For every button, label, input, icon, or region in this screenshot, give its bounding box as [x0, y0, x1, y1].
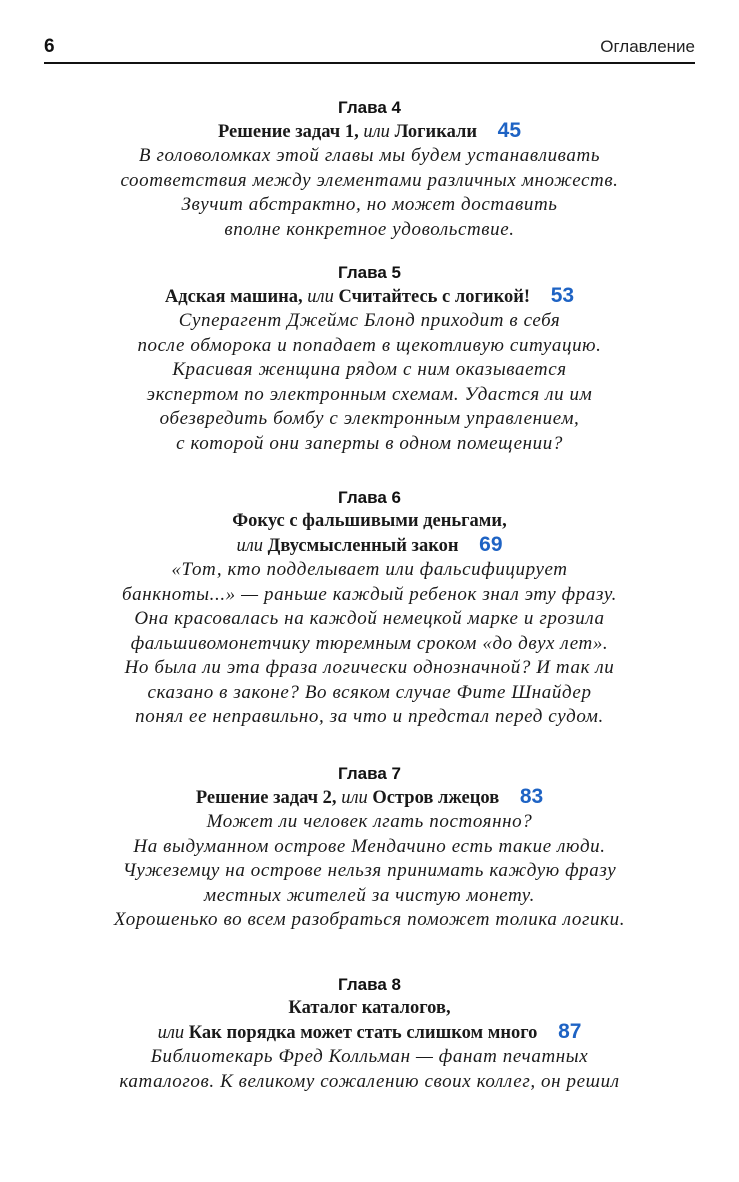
description-line: каталогов. К великому сожалению своих коллег, он решил: [119, 1070, 620, 1092]
description-line: Может ли человек лгать постоянно?: [206, 811, 533, 832]
title-or: или: [157, 1023, 185, 1043]
description-line: с которой они заперты в одном помещении?: [176, 432, 563, 454]
description-line: понял ее неправильно, за что и предстал перед судом.: [135, 706, 604, 727]
title-or: или: [307, 287, 334, 307]
description-line: «Тот, кто подделывает или фальсифицирует: [171, 559, 568, 580]
chapter-description: [30, 810, 709, 933]
chapter-description: [30, 558, 709, 730]
page-header: [44, 36, 695, 64]
chapter-label: Глава 7: [338, 764, 401, 783]
title-part: Считайтесь с логикой!: [338, 287, 531, 307]
chapter-4-entry: [30, 96, 709, 242]
chapter-6-entry: [30, 486, 709, 730]
description-line: банкноты...» — раньше каждый ребенок знал эту фразу.: [121, 583, 618, 605]
chapter-page-link[interactable]: 53: [550, 284, 575, 307]
description-line: Суперагент Джеймс Блонд приходит в себя: [178, 310, 561, 331]
description-line: экспертом по электронным схемам. Удастся ли им: [146, 383, 593, 405]
description-line: На выдуманном острове Мендачино есть такие люди.: [133, 835, 606, 857]
description-line: местных жителей за чистую монету.: [204, 884, 535, 906]
chapter-description: [30, 309, 709, 456]
chapter-page-link[interactable]: 83: [519, 785, 544, 808]
description-line: Но была ли эта фраза логически однозначной? И так ли: [124, 657, 615, 678]
description-line: В головоломках этой главы мы будем устанавливать: [138, 145, 601, 166]
chapter-title: [30, 996, 709, 1045]
description-line: обезвредить бомбу с электронным управлением,: [159, 408, 580, 429]
chapter-title: [30, 509, 709, 558]
chapter-title: [30, 119, 709, 144]
description-line: фальшивомонетчику тюремным сроком «до двух лет».: [130, 632, 609, 654]
description-line: вполне конкретное удовольствие.: [224, 218, 515, 240]
chapter-8-entry: [30, 973, 709, 1094]
chapter-description: [30, 1045, 709, 1094]
title-part: Каталог каталогов,: [288, 998, 451, 1018]
chapter-page-link[interactable]: 69: [479, 533, 503, 556]
title-part: Адская машина,: [164, 287, 303, 307]
description-line: Звучит абстрактно, но может доставить: [181, 194, 558, 215]
running-head: Оглавление: [600, 37, 695, 56]
title-part: Двусмысленный закон: [267, 536, 459, 556]
chapter-label: Глава 8: [338, 975, 401, 994]
title-or: или: [341, 788, 368, 808]
description-line: Чужеземцу на острове нельзя принимать каждую фразу: [122, 860, 617, 881]
description-line: после обморока и попадает в щекотливую ситуацию.: [137, 334, 602, 356]
chapter-label: Глава 6: [338, 488, 401, 507]
chapter-title: [30, 284, 709, 309]
title-part: Как порядка может стать слишком много: [188, 1023, 538, 1043]
chapter-description: [30, 144, 709, 242]
description-line: Библиотекарь Фред Колльман — фанат печатных: [150, 1046, 589, 1067]
description-line: Хорошенько во всем разобраться поможет толика логики.: [113, 909, 626, 930]
description-line: соответствия между элементами различных множеств.: [120, 169, 619, 191]
chapter-label: Глава 4: [338, 98, 401, 117]
chapter-7-entry: [30, 762, 709, 933]
title-part: Решение задач 2,: [195, 788, 337, 808]
title-part: Логикали: [394, 122, 478, 142]
chapter-page-link[interactable]: 87: [558, 1020, 582, 1043]
chapter-label: Глава 5: [338, 263, 401, 282]
chapter-5-entry: [30, 261, 709, 456]
title-part: Решение задач 1,: [217, 122, 359, 142]
title-or: или: [236, 536, 264, 556]
title-part: Фокус с фальшивыми деньгами,: [232, 511, 507, 531]
title-part: Остров лжецов: [372, 788, 500, 808]
chapter-page-link[interactable]: 45: [497, 119, 522, 142]
description-line: Она красовалась на каждой немецкой марке и грозила: [134, 608, 605, 629]
description-line: Красивая женщина рядом с ним оказывается: [172, 359, 567, 380]
description-line: сказано в законе? Во всяком случае Фите Шнайдер: [147, 681, 592, 703]
page-number: 6: [44, 36, 55, 57]
title-or: или: [363, 122, 390, 142]
chapter-title: [30, 785, 709, 810]
